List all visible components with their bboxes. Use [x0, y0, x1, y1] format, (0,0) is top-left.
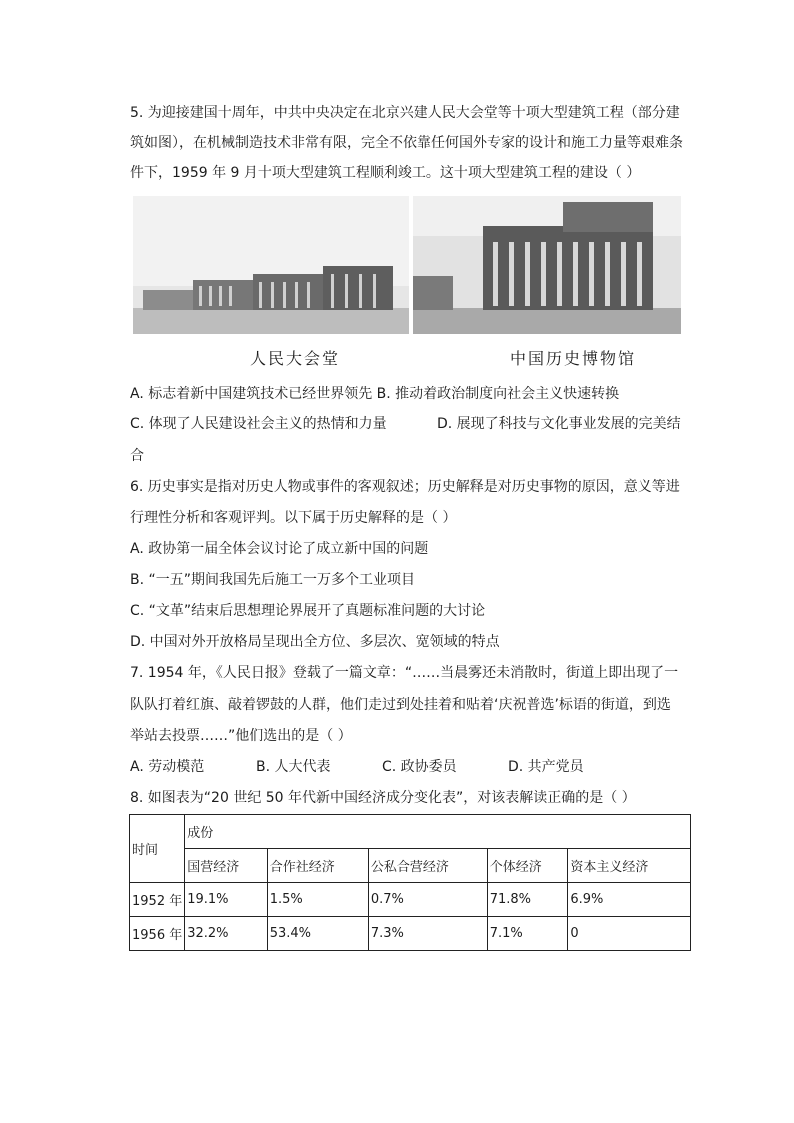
- q5-option-d-continued: 合: [130, 448, 144, 464]
- q7-option-b: B. 人大代表: [256, 759, 331, 775]
- q5-option-d: D. 展现了科技与文化事业发展的完美结: [437, 416, 681, 432]
- q7-option-c: C. 政协委员: [382, 759, 457, 775]
- q5-option-a-b: A. 标志着新中国建筑技术已经世界领先 B. 推动着政治制度向社会主义快速转换: [130, 386, 620, 402]
- q7-option-a: A. 劳动模范: [130, 759, 205, 775]
- q5-line-3: 件下，1959 年 9 月十项大型建筑工程顺利竣工。这十项大型建筑工程的建设（ ）: [130, 165, 641, 181]
- column-header: 个体经济: [487, 849, 568, 883]
- q6-line-2: 行理性分析和客观评判。以下属于历史解释的是（ ）: [130, 510, 457, 526]
- table-cell: 53.4%: [267, 917, 368, 951]
- row-year: 1952 年: [130, 883, 185, 917]
- great-hall-photo: [133, 196, 409, 334]
- q6-line-1: 6. 历史事实是指对历史人物或事件的客观叙述；历史解释是对历史事物的原因，意义等进: [130, 479, 680, 495]
- table-cell: 1.5%: [267, 883, 368, 917]
- q6-option-a: A. 政协第一届全体会议讨论了成立新中国的问题: [130, 541, 429, 557]
- row-year: 1956 年: [130, 917, 185, 951]
- q5-line-1: 5. 为迎接建国十周年，中共中央决定在北京兴建人民大会堂等十项大型建筑工程（部分建: [130, 105, 680, 121]
- column-header: 国营经济: [185, 849, 267, 883]
- q6-option-b: B. “一五”期间我国先后施工一万多个工业项目: [130, 572, 416, 588]
- caption-great-hall: 人民大会堂: [250, 349, 341, 368]
- table-cell: 0: [568, 917, 691, 951]
- economy-composition-table: [129, 814, 691, 951]
- header-composition: 成份: [185, 815, 691, 849]
- table-cell: 32.2%: [185, 917, 267, 951]
- table-cell: 71.8%: [487, 883, 568, 917]
- q7-line-3: 举站去投票……”他们选出的是（ ）: [130, 728, 352, 744]
- q8-line-1: 8. 如图表为“20 世纪 50 年代新中国经济成分变化表”，对该表解读正确的是（ ）: [130, 790, 636, 806]
- header-time: 时间: [130, 815, 185, 883]
- q6-option-c: C. “文革”结束后思想理论界展开了真题标准问题的大讨论: [130, 603, 486, 619]
- q5-line-2: 筑如图），在机械制造技术非常有限，完全不依靠任何国外专家的设计和施工力量等艰难条: [130, 135, 683, 151]
- table-cell: 6.9%: [568, 883, 691, 917]
- q7-option-d: D. 共产党员: [508, 759, 584, 775]
- table-cell: 7.3%: [368, 917, 487, 951]
- q6-option-d: D. 中国对外开放格局呈现出全方位、多层次、宽领域的特点: [130, 634, 500, 650]
- column-header: 资本主义经济: [568, 849, 691, 883]
- table-cell: 19.1%: [185, 883, 267, 917]
- table-cell: 0.7%: [368, 883, 487, 917]
- column-header: 公私合营经济: [368, 849, 487, 883]
- caption-history-museum: 中国历史博物馆: [510, 349, 637, 368]
- q5-figure: [133, 196, 681, 334]
- q5-option-c: C. 体现了人民建设社会主义的热情和力量: [130, 416, 387, 432]
- table-cell: 7.1%: [487, 917, 568, 951]
- column-header: 合作社经济: [267, 849, 368, 883]
- q7-line-1: 7. 1954 年，《人民日报》登载了一篇文章：“……当晨雾还未消散时，街道上即出现了一: [130, 665, 679, 681]
- table-row: [130, 917, 691, 951]
- table-row: [130, 883, 691, 917]
- q7-line-2: 队队打着红旗、敲着锣鼓的人群，他们走过到处挂着和贴着‘庆祝普选’标语的街道，到选: [130, 697, 671, 713]
- history-museum-photo: [413, 196, 681, 334]
